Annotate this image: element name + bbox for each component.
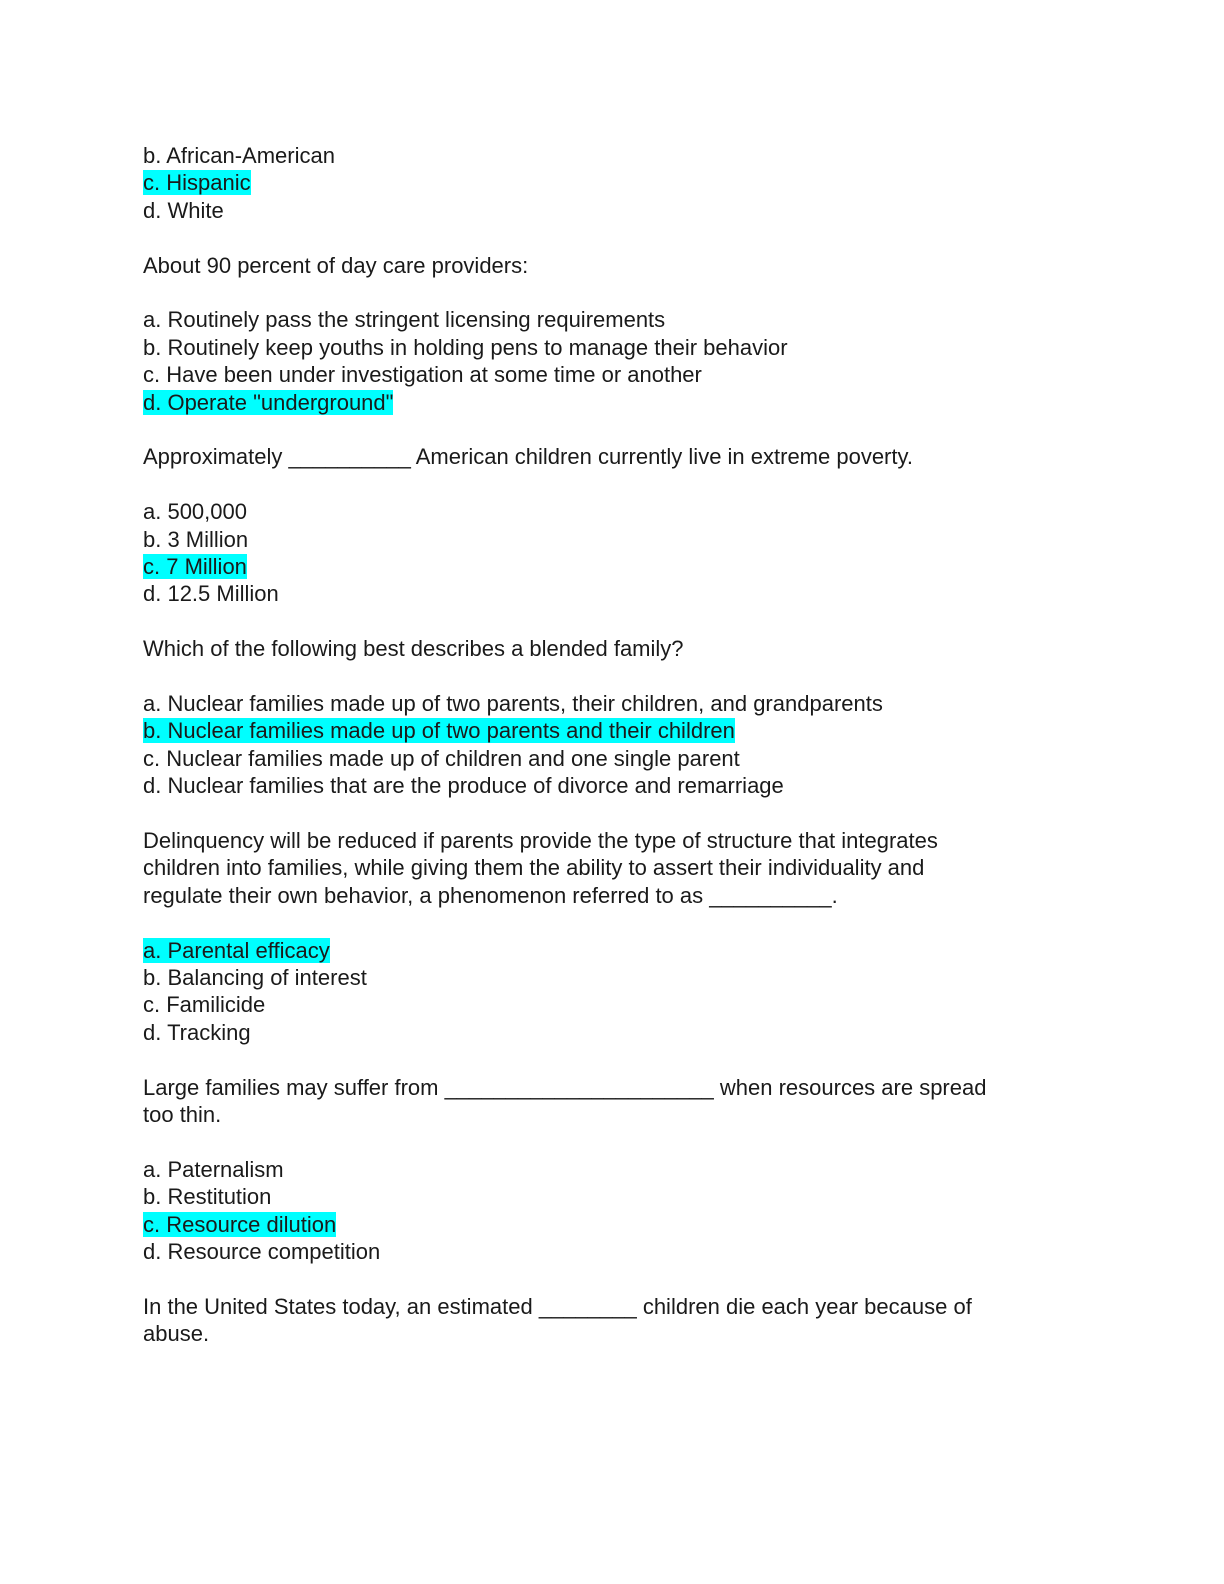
question-block [143,1074,1083,1266]
answer-highlight: a. Parental efficacy [143,937,330,963]
question-text-line: children into families, while giving them the ability to assert their individuality and [143,855,925,881]
answer-option-correct [143,1211,1083,1238]
answer-option-correct [143,169,1083,196]
question-block [143,443,1083,607]
question-block [143,635,1083,799]
question-text-line: abuse. [143,1321,210,1347]
question-text: Approximately __________ American children currently live in extreme poverty. [143,444,913,470]
answer-option-correct [143,717,1083,744]
question-text: About 90 percent of day care providers: [143,252,529,278]
answer-option: b. 3 Million [143,526,249,552]
answer-highlight: c. Hispanic [143,170,251,196]
answer-option-correct [143,389,1083,416]
answer-option: c. Nuclear families made up of children and one single parent [143,745,740,771]
answer-option: d. White [143,197,224,223]
answer-option: a. Routinely pass the stringent licensing requirements [143,307,666,333]
question-text-line: regulate their own behavior, a phenomenon referred to as __________. [143,882,838,908]
answer-highlight: d. Operate "underground" [143,389,394,415]
question-block [143,827,1083,1046]
answer-option: a. Paternalism [143,1156,284,1182]
answer-option: b. Restitution [143,1184,272,1210]
question-text-line: Large families may suffer from ______________________ when resources are spread [143,1074,987,1100]
answer-option: c. Familicide [143,992,266,1018]
answer-option: a. Nuclear families made up of two parents, their children, and grandparents [143,691,883,717]
answer-option: b. Routinely keep youths in holding pens to manage their behavior [143,334,788,360]
answer-option: a. 500,000 [143,499,247,525]
question-text: Which of the following best describes a blended family? [143,636,684,662]
question-block [143,252,1083,416]
answer-option: b. African-American [143,143,335,168]
answer-highlight: b. Nuclear families made up of two parents and their children [143,718,735,744]
answer-option: d. 12.5 Million [143,581,279,607]
answer-option: c. Have been under investigation at some time or another [143,362,702,388]
answer-option: d. Resource competition [143,1239,381,1265]
answer-option: d. Nuclear families that are the produce of divorce and remarriage [143,773,784,799]
answer-option: d. Tracking [143,1019,251,1045]
answer-highlight: c. Resource dilution [143,1211,337,1237]
question-text-line: In the United States today, an estimated ________ children die each year because of [143,1293,972,1319]
answer-option-correct [143,553,1083,580]
question-block [143,1293,1083,1348]
answer-option: b. Balancing of interest [143,965,367,991]
document-page [143,142,1083,1348]
question-text-line: Delinquency will be reduced if parents provide the type of structure that integrates [143,828,938,854]
answer-option-correct [143,937,1083,964]
question-block [143,142,1083,224]
question-text-line: too thin. [143,1102,222,1128]
answer-highlight: c. 7 Million [143,554,247,580]
